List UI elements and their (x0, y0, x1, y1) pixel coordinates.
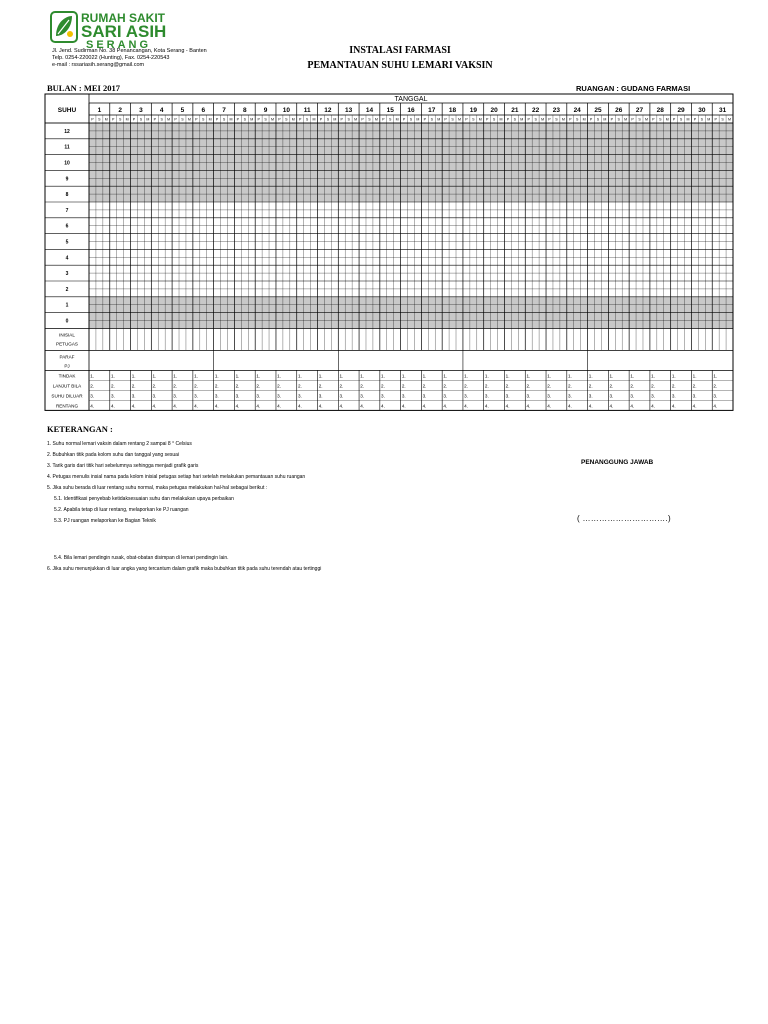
logo-line2: SARI ASIH (81, 22, 167, 41)
shift-label: M (644, 117, 648, 122)
shift-label: P (215, 117, 219, 122)
tindak-marker: 1. (214, 373, 219, 379)
tindak-marker: 1. (277, 373, 282, 379)
tindak-marker: 2. (568, 383, 572, 389)
shift-label: S (679, 117, 683, 122)
day-label: 14 (365, 107, 374, 114)
tindak-marker: 1. (90, 373, 95, 379)
note-2: 2. Bubuhkan titik pada kolom suhu dan tanggal yang sesuai (47, 452, 180, 458)
tindak-marker: 2. (110, 383, 115, 389)
day-label: 8 (242, 107, 247, 114)
note-5-1: 5.1. Identifikasi penyebab ketidaksesuaian suhu dan melakukan upaya perbaikan (54, 496, 234, 502)
email-line: e-mail : rssariasih.serang@gmail.com (52, 61, 145, 68)
shift-label: S (368, 117, 371, 122)
tindak-label: TINDAK (58, 373, 76, 379)
tindak-marker: 4. (194, 403, 198, 409)
tindak-marker: 2. (173, 383, 178, 389)
shift-label: P (485, 117, 489, 122)
hospital-address (52, 48, 207, 68)
day-label: 22 (532, 107, 540, 114)
tindak-marker: 3. (214, 393, 219, 399)
shift-label: M (312, 117, 316, 122)
shift-label: M (457, 117, 461, 122)
shift-label: S (202, 117, 205, 122)
tindak-marker: 2. (318, 383, 323, 389)
tindak-marker: 4. (339, 403, 344, 409)
tanggal-header: TANGGAL (394, 96, 428, 103)
shift-label: P (714, 117, 717, 122)
shift-label: P (153, 117, 156, 122)
suhu-label: 2 (65, 286, 69, 293)
tindak-marker: 3. (443, 393, 448, 399)
day-label: 25 (594, 107, 602, 114)
tindak-marker: 2. (152, 383, 157, 389)
tindak-marker: 4. (568, 403, 572, 409)
shift-label: S (617, 117, 620, 122)
tindak-marker: 2. (401, 383, 406, 389)
tindak-marker: 4. (692, 403, 697, 409)
tindak-marker: 1. (609, 373, 614, 379)
tindak-marker: 2. (422, 383, 427, 389)
tindak-marker: 2. (235, 383, 240, 389)
tindak-marker: 2. (692, 383, 697, 389)
doc-title-1: INSTALASI FARMASI (349, 45, 451, 56)
tindak-marker: 1. (588, 373, 593, 379)
day-label: 23 (552, 107, 561, 114)
tindak-marker: 1. (671, 373, 676, 379)
tindak-marker: 3. (194, 393, 198, 399)
shift-label: M (707, 117, 711, 122)
tindak-marker: 4. (90, 403, 95, 409)
temperature-chart (44, 93, 734, 430)
tindak-marker: 2. (671, 383, 676, 389)
tindak-marker: 3. (422, 393, 427, 399)
day-label: 31 (718, 107, 727, 114)
tindak-label: SUHU DILUAR (51, 393, 83, 399)
shift-label: M (354, 117, 358, 122)
tindak-marker: 2. (194, 383, 198, 389)
signature-placeholder: ( ………………………….) (577, 514, 671, 523)
suhu-label: 1 (65, 302, 69, 309)
shift-label: P (278, 117, 281, 122)
keterangan-heading: KETERANGAN : (47, 424, 113, 434)
shift-label: S (243, 117, 247, 122)
shift-label: M (478, 117, 482, 122)
tindak-marker: 2. (713, 383, 718, 389)
shift-label: P (174, 117, 177, 122)
suhu-label: 12 (64, 128, 70, 135)
tindak-marker: 2. (547, 383, 552, 389)
tindak-marker: 4. (443, 403, 448, 409)
shift-label: M (582, 117, 586, 122)
shift-label: S (389, 117, 392, 122)
shift-label: P (340, 117, 343, 122)
tindak-marker: 2. (90, 383, 95, 389)
shift-label: P (319, 117, 323, 122)
tindak-marker: 1. (318, 373, 323, 379)
tindak-marker: 4. (713, 403, 718, 409)
pj-label: PJ (64, 363, 70, 369)
shift-label: S (721, 117, 724, 122)
tindak-label: LANJUT BILA (52, 383, 82, 389)
tindak-marker: 4. (422, 403, 427, 409)
day-label: 1 (97, 107, 102, 114)
tindak-marker: 2. (381, 383, 385, 389)
tindak-marker: 3. (692, 393, 697, 399)
shift-label: S (555, 117, 558, 122)
day-label: 12 (324, 107, 332, 114)
tindak-marker: 1. (464, 373, 468, 379)
shift-label: P (402, 117, 406, 122)
tindak-marker: 4. (505, 403, 510, 409)
shift-label: S (139, 117, 143, 122)
tindak-marker: 4. (401, 403, 406, 409)
shift-label: M (229, 117, 233, 122)
suhu-label: 6 (65, 223, 69, 230)
doc-title-2: PEMANTAUAN SUHU LEMARI VAKSIN (307, 60, 493, 71)
tindak-marker: 1. (505, 373, 510, 379)
day-label: 9 (263, 107, 268, 114)
shift-label: P (299, 117, 302, 122)
shift-label: S (492, 117, 496, 122)
shift-label: M (665, 117, 669, 122)
shift-label: P (589, 117, 593, 122)
shift-label: P (569, 117, 572, 122)
shift-label: S (575, 117, 579, 122)
day-label: 7 (222, 107, 226, 114)
tindak-marker: 1. (297, 373, 302, 379)
shift-label: M (187, 117, 191, 122)
shift-label: M (603, 117, 607, 122)
tindak-marker: 4. (297, 403, 302, 409)
tindak-marker: 3. (90, 393, 95, 399)
shift-label: S (659, 117, 662, 122)
tindak-marker: 1. (484, 373, 489, 379)
shift-label: M (208, 117, 212, 122)
shift-label: M (333, 117, 337, 122)
day-label: 24 (573, 107, 581, 114)
tindak-marker: 4. (360, 403, 365, 409)
shift-label: P (444, 117, 447, 122)
shift-label: M (728, 117, 732, 122)
tindak-marker: 3. (609, 393, 614, 399)
day-label: 30 (698, 107, 706, 114)
tindak-marker: 2. (651, 383, 655, 389)
temperature-grid (44, 93, 734, 425)
day-label: 6 (201, 107, 206, 114)
tindak-marker: 4. (671, 403, 676, 409)
shift-label: P (91, 117, 94, 122)
logo-line1: RUMAH SAKIT (81, 11, 165, 25)
tindak-marker: 4. (609, 403, 614, 409)
tindak-marker: 4. (381, 403, 385, 409)
shift-label: S (513, 117, 517, 122)
note-5-3: 5.3. PJ ruangan melaporkan ke Bagian Teknik (54, 518, 156, 524)
shift-label: P (506, 117, 510, 122)
suhu-label: 5 (65, 239, 69, 246)
shift-label: M (125, 117, 129, 122)
shift-label: S (160, 117, 163, 122)
day-label: 18 (448, 107, 457, 114)
shift-label: S (638, 117, 641, 122)
note-5-2: 5.2. Apabila tetap di luar rentang, melaporkan ke PJ ruangan (54, 507, 189, 513)
shift-label: S (305, 117, 309, 122)
note-6: 6. Jika suhu menunjukkan di luar angka yang tercantum dalam grafik maka bubuhkan titik pada suhu terendah atau tertinggi (47, 566, 322, 572)
suhu-label: 4 (65, 255, 69, 262)
shift-label: P (672, 117, 676, 122)
leaf-emblem-icon (51, 12, 77, 42)
shift-label: P (693, 117, 697, 122)
shift-label: S (98, 117, 101, 122)
ruangan-label: RUANGAN : GUDANG FARMASI (576, 84, 691, 93)
tindak-marker: 2. (630, 383, 635, 389)
day-label: 4 (159, 107, 164, 114)
tindak-marker: 4. (235, 403, 240, 409)
penanggung-jawab-label: PENANGGUNG JAWAB (581, 459, 654, 466)
tindak-marker: 2. (443, 383, 448, 389)
tindak-marker: 4. (277, 403, 282, 409)
tindak-marker: 1. (568, 373, 572, 379)
shift-label: M (395, 117, 399, 122)
shift-label: S (596, 117, 600, 122)
shift-label: P (382, 117, 385, 122)
address-line: Jl. Jend. Sudirman No. 38 Penancangan, Kota Serang - Banten (52, 48, 207, 54)
tindak-marker: 1. (547, 373, 552, 379)
tindak-marker: 1. (194, 373, 198, 379)
shift-label: S (326, 117, 330, 122)
tindak-marker: 4. (110, 403, 115, 409)
shift-label: P (652, 117, 655, 122)
tindak-marker: 1. (401, 373, 406, 379)
day-label: 26 (615, 107, 623, 114)
petugas-label: PETUGAS (56, 341, 78, 347)
suhu-label: 7 (65, 207, 69, 214)
tindak-marker: 3. (110, 393, 115, 399)
shift-label: P (423, 117, 427, 122)
tindak-marker: 3. (152, 393, 157, 399)
shift-label: S (264, 117, 267, 122)
shift-label: P (465, 117, 468, 122)
shift-label: M (291, 117, 295, 122)
tindak-marker: 1. (692, 373, 697, 379)
tindak-marker: 4. (526, 403, 531, 409)
tindak-marker: 2. (214, 383, 219, 389)
shift-label: S (451, 117, 454, 122)
note-5: 5. Jika suhu berada di luar rentang suhu normal, maka petugas melakukan hal-hal sebagai berikut : (47, 485, 268, 491)
shift-label: M (104, 117, 108, 122)
tindak-marker: 1. (360, 373, 365, 379)
note-4: 4. Petugas menulis insial nama pada kolom inisial petugas setiap hari setelah melakukan pemantauan suhu ruangan (47, 474, 306, 480)
day-label: 10 (282, 107, 290, 114)
tindak-marker: 2. (609, 383, 614, 389)
shift-label: M (146, 117, 150, 122)
shift-label: S (430, 117, 433, 122)
paraf-label: PARAF (59, 354, 75, 360)
tindak-marker: 2. (588, 383, 593, 389)
tindak-marker: 1. (651, 373, 655, 379)
tindak-marker: 3. (547, 393, 552, 399)
tindak-marker: 4. (173, 403, 178, 409)
shift-label: P (527, 117, 530, 122)
day-label: 3 (139, 107, 143, 114)
shift-label: M (271, 117, 275, 122)
shift-label: P (195, 117, 198, 122)
inisial-label: INISIAL (59, 332, 75, 338)
tindak-marker: 4. (256, 403, 261, 409)
shift-label: P (631, 117, 634, 122)
shift-label: P (236, 117, 240, 122)
tindak-marker: 2. (256, 383, 261, 389)
shift-label: S (472, 117, 475, 122)
shift-label: M (437, 117, 441, 122)
shift-label: S (118, 117, 122, 122)
day-label: 2 (118, 107, 122, 114)
tindak-marker: 3. (339, 393, 344, 399)
tindak-marker: 1. (422, 373, 427, 379)
day-label: 17 (428, 107, 436, 114)
note-3: 3. Tarik garis dari titik hari sebelumnya sehingga menjadi grafik garis (47, 463, 199, 469)
tindak-marker: 3. (630, 393, 635, 399)
tindak-marker: 2. (131, 383, 136, 389)
day-label: 5 (180, 107, 185, 114)
day-label: 20 (490, 107, 498, 114)
shift-label: P (132, 117, 136, 122)
tindak-marker: 3. (256, 393, 261, 399)
shift-label: M (541, 117, 545, 122)
shift-label: S (285, 117, 288, 122)
tindak-marker: 4. (214, 403, 219, 409)
shift-label: M (520, 117, 524, 122)
shift-label: P (257, 117, 260, 122)
tindak-marker: 3. (401, 393, 406, 399)
tindak-marker: 4. (484, 403, 489, 409)
suhu-label: 10 (64, 160, 70, 167)
tindak-marker: 2. (464, 383, 468, 389)
tindak-marker: 3. (568, 393, 572, 399)
tindak-marker: 1. (131, 373, 136, 379)
suhu-label: 9 (65, 176, 69, 183)
shift-label: M (250, 117, 254, 122)
tindak-marker: 3. (318, 393, 323, 399)
day-label: 16 (407, 107, 415, 114)
phone-line: Telp. 0254-220022 (Hunting), Fax. 0254-220543 (52, 54, 170, 61)
tindak-marker: 3. (297, 393, 302, 399)
tindak-marker: 2. (484, 383, 489, 389)
tindak-marker: 2. (526, 383, 531, 389)
tindak-marker: 3. (235, 393, 240, 399)
day-label: 11 (303, 107, 311, 114)
tindak-marker: 3. (505, 393, 510, 399)
tindak-marker: 4. (464, 403, 468, 409)
shift-label: S (181, 117, 184, 122)
shift-label: M (374, 117, 378, 122)
tindak-marker: 4. (547, 403, 552, 409)
shift-label: M (561, 117, 565, 122)
shift-label: P (361, 117, 364, 122)
shift-label: S (409, 117, 413, 122)
tindak-marker: 3. (381, 393, 385, 399)
tindak-marker: 3. (713, 393, 718, 399)
tindak-marker: 1. (526, 373, 531, 379)
shift-label: M (167, 117, 171, 122)
shift-label: S (222, 117, 226, 122)
shift-label: S (534, 117, 537, 122)
tindak-marker: 1. (256, 373, 261, 379)
tindak-label: RENTANG (55, 403, 79, 409)
tindak-marker: 2. (277, 383, 282, 389)
tindak-marker: 2. (360, 383, 365, 389)
hospital-logo (50, 10, 240, 50)
tindak-marker: 3. (484, 393, 489, 399)
day-label: 19 (469, 107, 477, 114)
tindak-marker: 2. (505, 383, 510, 389)
tindak-marker: 1. (381, 373, 385, 379)
tindak-marker: 1. (443, 373, 448, 379)
shift-label: S (347, 117, 350, 122)
shift-label: M (416, 117, 420, 122)
day-label: 15 (386, 107, 394, 114)
shift-label: M (686, 117, 690, 122)
day-label: 27 (635, 107, 644, 114)
tindak-marker: 1. (152, 373, 157, 379)
shift-label: P (548, 117, 551, 122)
tindak-marker: 4. (630, 403, 635, 409)
tindak-marker: 3. (588, 393, 593, 399)
logo-line3: SERANG (86, 39, 152, 50)
day-label: 29 (677, 107, 685, 114)
shift-label: M (499, 117, 503, 122)
tindak-marker: 4. (131, 403, 136, 409)
tindak-marker: 4. (152, 403, 157, 409)
suhu-header: SUHU (57, 107, 77, 114)
suhu-label: 8 (65, 192, 69, 199)
day-label: 21 (511, 107, 519, 114)
shift-label: S (700, 117, 704, 122)
suhu-label: 3 (65, 271, 69, 278)
tindak-marker: 3. (131, 393, 136, 399)
tindak-marker: 3. (526, 393, 531, 399)
tindak-marker: 4. (318, 403, 323, 409)
bulan-label: BULAN : MEI 2017 (47, 83, 120, 93)
shift-label: M (624, 117, 628, 122)
shift-label: P (610, 117, 614, 122)
tindak-marker: 2. (297, 383, 302, 389)
tindak-marker: 4. (588, 403, 593, 409)
day-label: 28 (656, 107, 664, 114)
tindak-marker: 1. (339, 373, 344, 379)
note-1: 1. Suhu normal lemari vaksin dalam rentang 2 sampai 8 ° Celsius (47, 441, 192, 447)
tindak-marker: 3. (360, 393, 365, 399)
tindak-marker: 3. (173, 393, 178, 399)
shift-label: P (112, 117, 115, 122)
tindak-marker: 3. (277, 393, 282, 399)
tindak-marker: 1. (235, 373, 240, 379)
tindak-marker: 3. (671, 393, 676, 399)
tindak-marker: 4. (651, 403, 655, 409)
tindak-marker: 2. (339, 383, 344, 389)
tindak-marker: 1. (713, 373, 718, 379)
suhu-label: 0 (65, 318, 69, 325)
tindak-marker: 1. (630, 373, 635, 379)
tindak-marker: 1. (110, 373, 115, 379)
note-5-4: 5.4. Bila lemari pendingin rusak, obat-obatan disimpan di lemari pendingin lain. (54, 555, 229, 561)
tindak-marker: 3. (651, 393, 655, 399)
tindak-marker: 3. (464, 393, 468, 399)
day-label: 13 (345, 107, 353, 114)
suhu-label: 11 (64, 144, 70, 151)
tindak-marker: 1. (173, 373, 178, 379)
